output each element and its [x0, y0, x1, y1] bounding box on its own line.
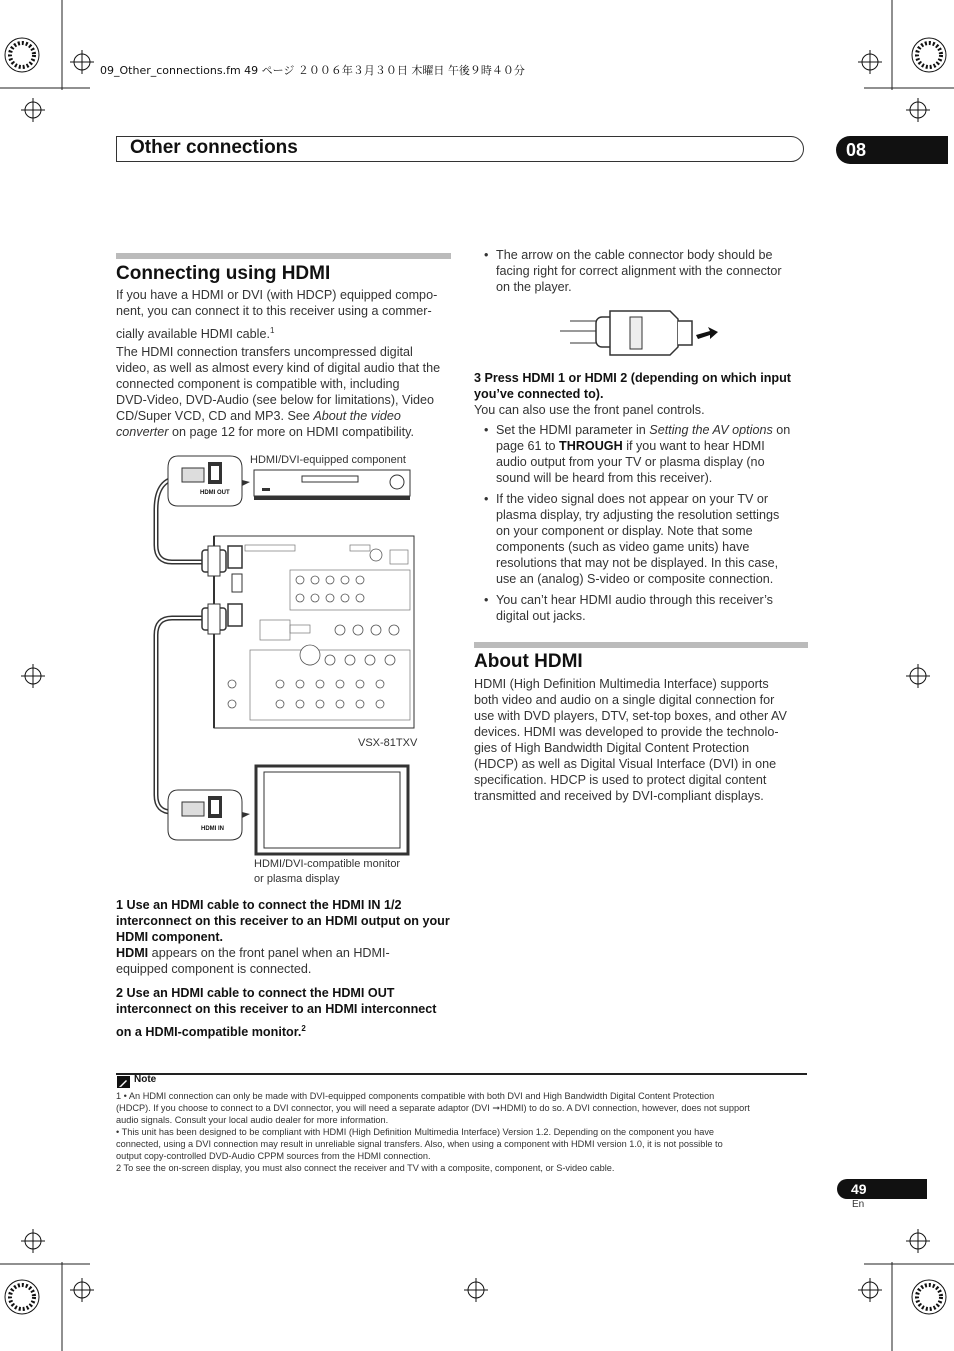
heading-rule [116, 253, 451, 259]
about-paragraph: HDMI (High Definition Multimedia Interface) supports both video and audio on a single digital connection for use with DVD players, DTV, set-top boxes, and other AV devices. HDMI was developed to provide the technolo- gies of High Bandwidth Digital Content Protection (HDCP) as well as Digital Visual Interface (DVI) in one specification. HDCP is used to protect digital content transmitted and received by DVI-compliant displays. [474, 677, 787, 803]
print-header: 09_Other_connections.fm 49 ページ ２００６年３月３０日 木曜日 午後９時４０分 [100, 64, 525, 77]
monitor-caption: HDMI/DVI-compatible monitor or plasma display [254, 858, 401, 885]
note-rule [116, 1073, 807, 1075]
cable-to-monitor [156, 618, 205, 812]
heading-about-hdmi: About HDMI [474, 651, 583, 672]
footnote-2: 2 To see the on-screen display, you must also connect the receiver and TV with a composite, component, or S-video cable. [116, 1163, 615, 1173]
footnote-1: 1 • An HDMI connection can only be made with DVI-equipped components compatible with both DVI and High Bandwidth Digital Content Protection (HDCP). If you choose to connect to a DVI connector, you will need a separate adaptor (DVI ➞HDMI) to do so. A DVI connection, however, does not support audio signals. Consult your local audio dealer for more information. • This unit has been designed to be compliant with HDMI (High Definition Multimedia Interface) Version 1.2. Depending on the component you have connected, using a DVI connection may result in unreliable signal transfers. Also, when using a component with HDMI version 1.0, it is not possible to output copy-controlled DVD-Audio CPPM sources from the HDMI connection. [116, 1091, 750, 1161]
section-title: Other connections [130, 137, 298, 158]
about-heading-rule [474, 642, 808, 648]
intro-paragraph: If you have a HDMI or DVI (with HDCP) equipped compo- nent, you can connect it to this receiver using a commer- cially available HDMI cable.$^1$ [116, 288, 438, 342]
chapter-badge: 08 [836, 136, 948, 164]
note-label: Note [134, 1074, 157, 1085]
step-1: 1 Use an HDMI cable to connect the HDMI IN 1/2 interconnect on this receiver to an HDMI output on your HDMI component. [116, 898, 450, 944]
hdmi-paragraph: The HDMI connection transfers uncompressed digital video, as well as almost every kind of digital audio that the connected component is compatible with, including DVD-Video, DVD-Audio (see below for limitations), Video CD/Super VCD, CD and MP3. See About the video converter on page 12 for more on HDMI compatibility. [116, 345, 441, 439]
step-3-body: You can also use the front panel controls. [474, 403, 705, 417]
component-caption: HDMI/DVI-equipped component [250, 454, 406, 466]
page-number: 49 [837, 1179, 927, 1199]
bullet-video-signal: • If the video signal does not appear on your TV or plasma display, try adjusting the resolution settings on your component or display. Note that some components (such as video game units) have resolutions that may not be displayed. In this case, use an (analog) S-video or composite connection. [474, 491, 836, 587]
bullet-digital-out: • You can’t hear HDMI audio through this receiver’s digital out jacks. [474, 592, 836, 624]
hdmi-plug-illustration [560, 305, 725, 360]
step-1-body: HDMI appears on the front panel when an HDMI- equipped component is connected. [116, 946, 390, 976]
heading-connecting-hdmi: Connecting using HDMI [116, 263, 331, 284]
step-2: 2 Use an HDMI cable to connect the HDMI OUT interconnect on this receiver to an HDMI interconnect on a HDMI-compatible monitor.$^2$ [116, 986, 437, 1040]
note-pencil-icon [117, 1076, 130, 1088]
hdmi-in-label: HDMI IN [201, 826, 224, 832]
step-3: 3 Press HDMI 1 or HDMI 2 (depending on which input you’ve connected to). [474, 371, 791, 401]
bullet-arrow-direction: • The arrow on the cable connector body should be facing right for correct alignment with the connector on the player. [474, 247, 836, 295]
bullet-set-hdmi-parameter: • Set the HDMI parameter in Setting the AV options on page 61 to THROUGH if you want to hear HDMI audio output from your TV or plasma display (no sound will be heard from this receiver). [474, 422, 836, 486]
hdmi-out-label: HDMI OUT [200, 490, 230, 496]
hdmi-connection-diagram [150, 450, 420, 890]
receiver-caption: VSX-81TXV [358, 737, 418, 749]
page-language: En [852, 1199, 865, 1210]
